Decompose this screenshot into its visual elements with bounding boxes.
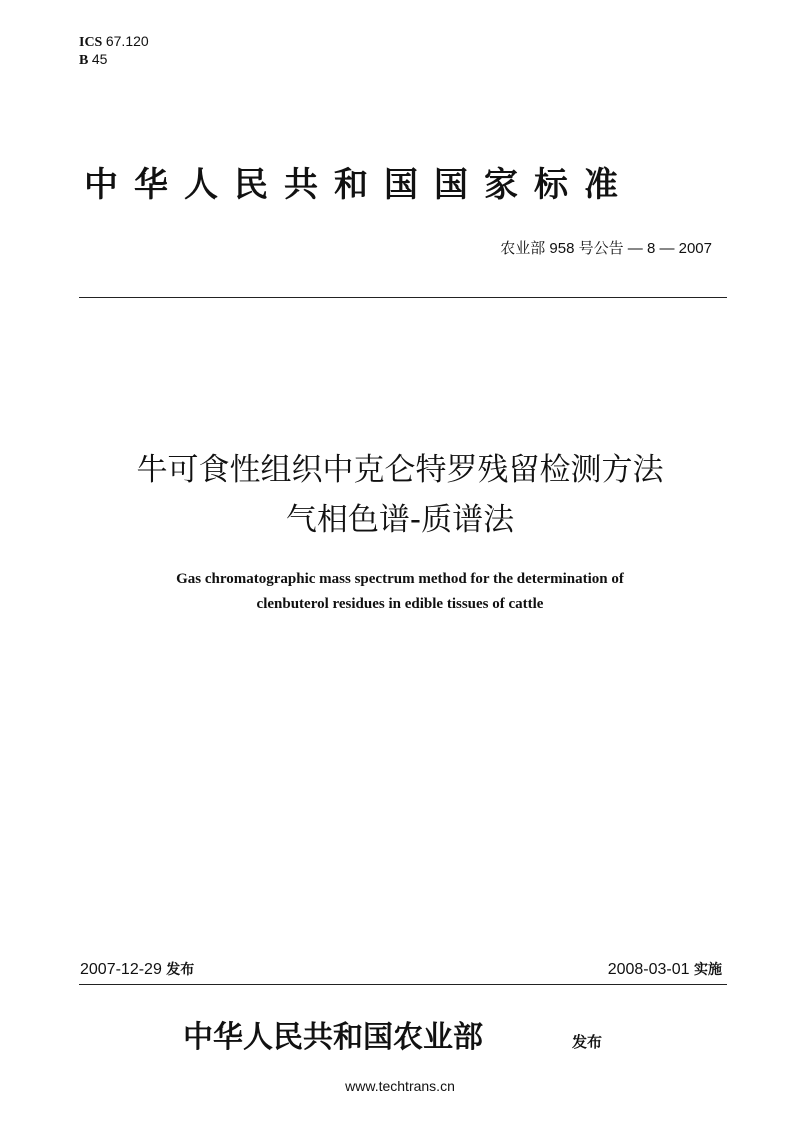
issue-date-block <box>80 960 194 980</box>
standard-number: 农业部 958 号公告 — 8 — 2007 <box>500 240 712 257</box>
implement-label: 实施 <box>694 962 722 978</box>
ics-label: ICS <box>79 35 103 50</box>
issuer-label: 发布 <box>572 1033 603 1051</box>
ics-code: 67.120 <box>105 33 149 49</box>
title-en-line1: Gas chromatographic mass spectrum method for the determination of <box>176 571 624 587</box>
implement-date: 2008-03-01 <box>607 961 690 978</box>
implement-date-block <box>608 960 722 980</box>
ccs-label: B <box>79 53 89 68</box>
footer-url-link[interactable]: www.techtrans.cn <box>345 1078 455 1094</box>
national-standard-title: 中华人民共和国国家标准 <box>84 165 634 205</box>
ics-classification <box>79 33 149 51</box>
title-zh-line2: 气相色谱-质谱法 <box>285 502 515 538</box>
issuer-name: 中华人民共和国农业部 <box>183 1020 483 1055</box>
title-en-line2: clenbuterol residues in edible tissues of cattle <box>256 596 544 612</box>
ccs-classification <box>79 51 107 69</box>
footer-divider <box>79 984 727 985</box>
issue-date: 2007-12-29 <box>80 961 162 978</box>
header-divider <box>79 297 727 298</box>
issue-label: 发布 <box>166 962 195 978</box>
title-zh-line1: 牛可食性组织中克仑特罗残留检测方法 <box>136 452 664 488</box>
ccs-code: 45 <box>91 51 108 67</box>
